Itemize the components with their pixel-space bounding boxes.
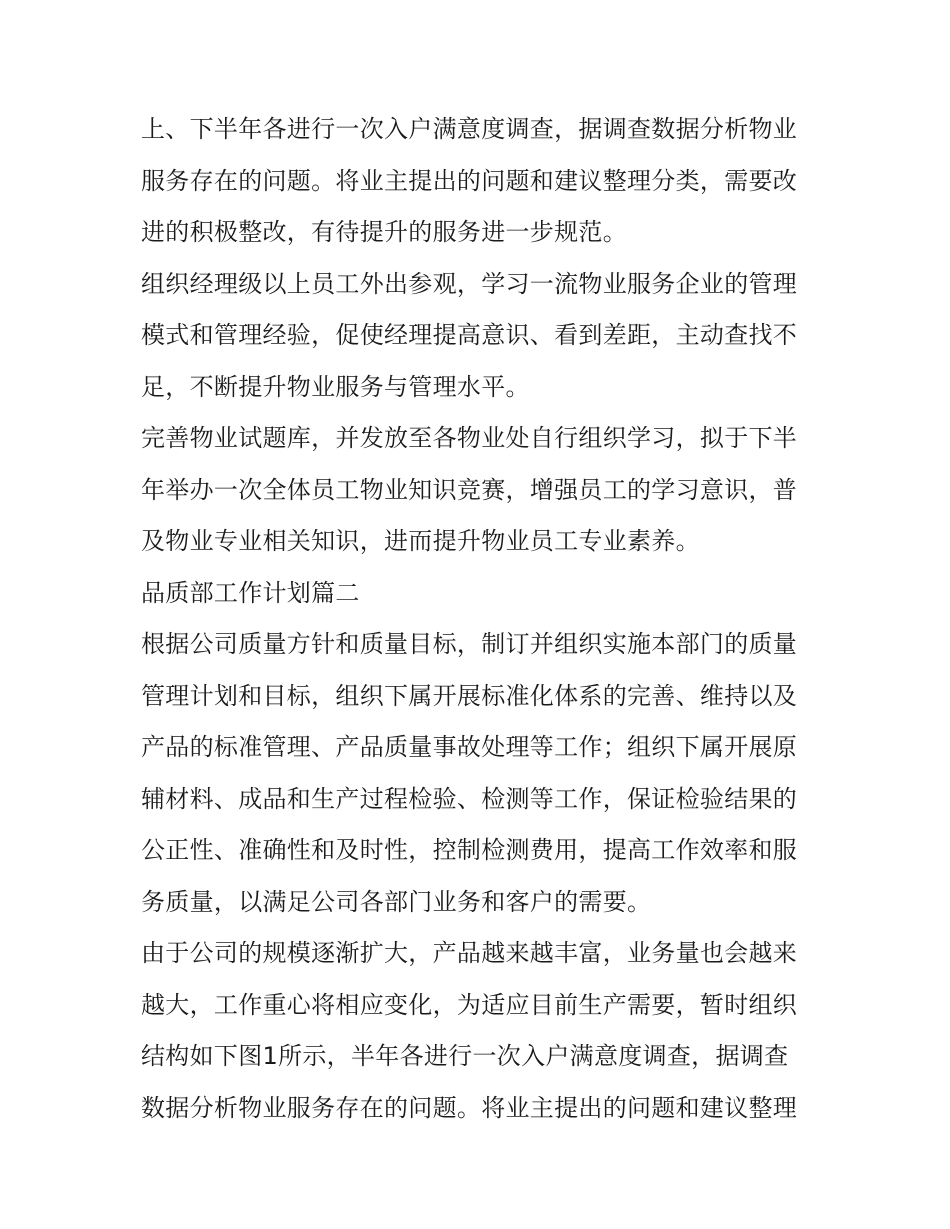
text-line-9: 及物业专业相关知识，进而提升物业员工专业素养。 [141, 527, 700, 555]
text-line-18: 越大，工作重心将相应变化，为适应目前生产需要，暂时组织 [141, 990, 798, 1019]
text-line-11: 根据公司质量方针和质量目标，制订并组织实施本部门的质量 [141, 630, 798, 658]
text-line-17: 由于公司的规模逐渐扩大，产品越来越丰富，业务量也会越来 [141, 939, 798, 967]
text-line-1: 上、下半年各进行一次入户满意度调查，据调查数据分析物业 [141, 115, 798, 143]
text-line-19: 结构如下图1所示，半年各进行一次入户满意度调查，据调查 [141, 1042, 789, 1070]
text-line-5: 模式和管理经验，促使经理提高意识、看到差距，主动查找不 [141, 321, 798, 349]
text-line-14: 辅材料、成品和生产过程检验、检测等工作，保证检验结果的 [141, 784, 798, 813]
text-line-2: 服务存在的问题。将业主提出的问题和建议整理分类，需要改 [141, 166, 798, 195]
text-line-15: 公正性、准确性和及时性，控制检测费用，提高工作效率和服 [141, 836, 798, 864]
text-line-7: 完善物业试题库，并发放至各物业处自行组织学习，拟于下半 [141, 424, 798, 452]
text-line-16: 务质量，以满足公司各部门业务和客户的需要。 [141, 887, 652, 916]
text-line-3: 进的积极整改，有待提升的服务进一步规范。 [141, 218, 627, 246]
text-line-8: 年举办一次全体员工物业知识竞赛，增强员工的学习意识，普 [141, 475, 798, 504]
text-line-4: 组织经理级以上员工外出参观，学习一流物业服务企业的管理 [141, 269, 798, 298]
text-line-6: 足，不断提升物业服务与管理水平。 [141, 372, 530, 401]
section-heading: 品质部工作计划篇二 [141, 578, 360, 607]
document-body [141, 104, 816, 1134]
text-line-20: 数据分析物业服务存在的问题。将业主提出的问题和建议整理 [141, 1093, 798, 1122]
text-line-13: 产品的标准管理、产品质量事故处理等工作；组织下属开展原 [141, 733, 798, 761]
text-line-12: 管理计划和目标，组织下属开展标准化体系的完善、维持以及 [141, 681, 798, 710]
